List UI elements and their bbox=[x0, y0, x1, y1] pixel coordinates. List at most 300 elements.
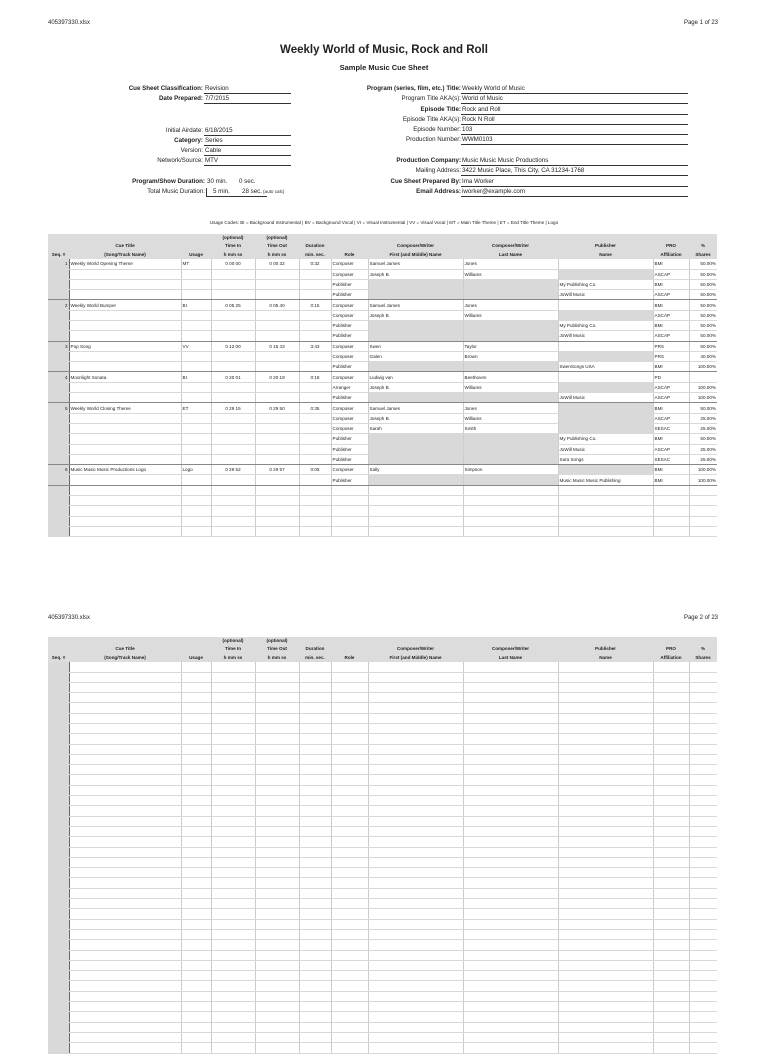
cell-pro[interactable]: BMI bbox=[653, 259, 689, 269]
empty-cell[interactable] bbox=[211, 960, 255, 970]
cell-title[interactable] bbox=[69, 382, 181, 392]
empty-cell[interactable] bbox=[255, 775, 299, 785]
empty-cell[interactable] bbox=[331, 744, 368, 754]
empty-cell[interactable] bbox=[653, 971, 689, 981]
empty-cell[interactable] bbox=[368, 703, 463, 713]
empty-cell[interactable] bbox=[255, 516, 299, 526]
cell-pro[interactable]: PRS bbox=[653, 351, 689, 361]
empty-cell[interactable] bbox=[181, 888, 211, 898]
empty-cell[interactable] bbox=[653, 754, 689, 764]
empty-cell[interactable] bbox=[181, 765, 211, 775]
empty-cell[interactable] bbox=[368, 837, 463, 847]
cell-first[interactable]: Samuel James bbox=[368, 403, 463, 413]
cell-pub[interactable] bbox=[558, 341, 653, 351]
cell-dur[interactable] bbox=[299, 475, 331, 485]
cell-tin[interactable] bbox=[211, 393, 255, 403]
cell-usage[interactable] bbox=[181, 413, 211, 423]
empty-cell[interactable] bbox=[331, 734, 368, 744]
cell-tin[interactable] bbox=[211, 423, 255, 433]
empty-cell[interactable] bbox=[653, 1002, 689, 1012]
cell-role[interactable]: Composer bbox=[331, 465, 368, 475]
info-value[interactable]: 3422 Music Place, This City, CA 31234-1768 bbox=[461, 167, 688, 176]
cell-dur[interactable] bbox=[299, 269, 331, 279]
empty-cell[interactable] bbox=[299, 703, 331, 713]
empty-cell[interactable] bbox=[299, 857, 331, 867]
empty-cell[interactable] bbox=[689, 806, 717, 816]
cell-pub[interactable] bbox=[558, 372, 653, 382]
empty-cell[interactable] bbox=[69, 682, 181, 692]
cell-title[interactable] bbox=[69, 454, 181, 464]
empty-cell[interactable] bbox=[211, 662, 255, 672]
cell-last[interactable]: Smith bbox=[463, 423, 558, 433]
empty-cell[interactable] bbox=[558, 1032, 653, 1042]
cell-tin[interactable] bbox=[211, 331, 255, 341]
empty-cell[interactable] bbox=[331, 1032, 368, 1042]
cell-role[interactable]: Composer bbox=[331, 351, 368, 361]
cell-tout[interactable]: 0 20 19 bbox=[255, 372, 299, 382]
cell-tin[interactable]: 0 12 00 bbox=[211, 341, 255, 351]
empty-cell[interactable] bbox=[689, 526, 717, 536]
empty-cell[interactable] bbox=[463, 909, 558, 919]
empty-cell[interactable] bbox=[211, 991, 255, 1001]
cell-usage[interactable] bbox=[181, 362, 211, 372]
empty-cell[interactable] bbox=[463, 847, 558, 857]
cell-pro[interactable]: ASCAP bbox=[653, 269, 689, 279]
cell-usage[interactable] bbox=[181, 310, 211, 320]
empty-cell[interactable] bbox=[689, 1043, 717, 1053]
empty-cell[interactable] bbox=[181, 693, 211, 703]
cell-usage[interactable]: Logo bbox=[181, 465, 211, 475]
empty-cell[interactable] bbox=[181, 744, 211, 754]
empty-cell[interactable] bbox=[368, 496, 463, 506]
cell-pro[interactable]: ASCAP bbox=[653, 310, 689, 320]
cell-title[interactable] bbox=[69, 269, 181, 279]
empty-cell[interactable] bbox=[255, 713, 299, 723]
empty-cell[interactable] bbox=[331, 950, 368, 960]
empty-cell[interactable] bbox=[689, 496, 717, 506]
cell-usage[interactable] bbox=[181, 423, 211, 433]
cell-title[interactable] bbox=[69, 393, 181, 403]
cell-title[interactable]: Weekly World Bumper bbox=[69, 300, 181, 310]
empty-cell[interactable] bbox=[689, 929, 717, 939]
empty-cell[interactable] bbox=[331, 693, 368, 703]
cell-usage[interactable] bbox=[181, 279, 211, 289]
cell-tout[interactable] bbox=[255, 444, 299, 454]
empty-cell[interactable] bbox=[331, 724, 368, 734]
empty-cell[interactable] bbox=[558, 662, 653, 672]
empty-cell[interactable] bbox=[558, 971, 653, 981]
cell-usage[interactable]: BI bbox=[181, 372, 211, 382]
info-value[interactable]: Weekly World of Music bbox=[461, 85, 688, 94]
cell-tout[interactable] bbox=[255, 434, 299, 444]
empty-cell[interactable] bbox=[299, 816, 331, 826]
empty-cell[interactable] bbox=[181, 1043, 211, 1053]
cell-tout[interactable] bbox=[255, 362, 299, 372]
cell-tout[interactable]: 0 00 32 bbox=[255, 259, 299, 269]
empty-cell[interactable] bbox=[653, 526, 689, 536]
empty-cell[interactable] bbox=[558, 950, 653, 960]
empty-cell[interactable] bbox=[368, 950, 463, 960]
empty-cell[interactable] bbox=[211, 703, 255, 713]
empty-cell[interactable] bbox=[211, 485, 255, 495]
cell-tout[interactable] bbox=[255, 351, 299, 361]
empty-cell[interactable] bbox=[463, 878, 558, 888]
cell-last[interactable]: Williams bbox=[463, 269, 558, 279]
empty-cell[interactable] bbox=[211, 1002, 255, 1012]
empty-cell[interactable] bbox=[558, 744, 653, 754]
cell-share[interactable]: 100.00% bbox=[689, 475, 717, 485]
cell-pro[interactable]: BMI bbox=[653, 279, 689, 289]
empty-cell[interactable] bbox=[653, 950, 689, 960]
empty-cell[interactable] bbox=[255, 526, 299, 536]
cell-role[interactable]: Composer bbox=[331, 300, 368, 310]
empty-cell[interactable] bbox=[463, 496, 558, 506]
cell-pro[interactable]: ASCAP bbox=[653, 413, 689, 423]
empty-cell[interactable] bbox=[211, 909, 255, 919]
cell-tin[interactable]: 0 20 01 bbox=[211, 372, 255, 382]
cell-pub[interactable] bbox=[558, 403, 653, 413]
cell-dur[interactable] bbox=[299, 413, 331, 423]
empty-cell[interactable] bbox=[368, 662, 463, 672]
cell-pro[interactable]: BMI bbox=[653, 465, 689, 475]
cell-tin[interactable] bbox=[211, 382, 255, 392]
empty-cell[interactable] bbox=[653, 888, 689, 898]
empty-cell[interactable] bbox=[463, 754, 558, 764]
empty-cell[interactable] bbox=[368, 785, 463, 795]
empty-cell[interactable] bbox=[299, 919, 331, 929]
empty-cell[interactable] bbox=[689, 682, 717, 692]
empty-cell[interactable] bbox=[653, 816, 689, 826]
empty-cell[interactable] bbox=[368, 826, 463, 836]
empty-cell[interactable] bbox=[558, 485, 653, 495]
empty-cell[interactable] bbox=[653, 724, 689, 734]
cell-pub[interactable]: JoWill Music bbox=[558, 444, 653, 454]
cell-share[interactable] bbox=[689, 372, 717, 382]
cell-share[interactable]: 25.00% bbox=[689, 413, 717, 423]
empty-cell[interactable] bbox=[463, 816, 558, 826]
empty-cell[interactable] bbox=[558, 878, 653, 888]
empty-cell[interactable] bbox=[69, 868, 181, 878]
empty-cell[interactable] bbox=[69, 785, 181, 795]
empty-cell[interactable] bbox=[211, 765, 255, 775]
empty-cell[interactable] bbox=[689, 485, 717, 495]
empty-cell[interactable] bbox=[558, 734, 653, 744]
cell-first[interactable]: Sarah bbox=[368, 423, 463, 433]
empty-cell[interactable] bbox=[558, 754, 653, 764]
empty-cell[interactable] bbox=[299, 662, 331, 672]
empty-cell[interactable] bbox=[211, 888, 255, 898]
empty-cell[interactable] bbox=[368, 888, 463, 898]
empty-cell[interactable] bbox=[331, 785, 368, 795]
cell-role[interactable]: Composer bbox=[331, 310, 368, 320]
empty-cell[interactable] bbox=[211, 775, 255, 785]
empty-cell[interactable] bbox=[689, 909, 717, 919]
empty-cell[interactable] bbox=[211, 806, 255, 816]
cell-pub[interactable] bbox=[558, 382, 653, 392]
empty-cell[interactable] bbox=[331, 868, 368, 878]
empty-cell[interactable] bbox=[558, 672, 653, 682]
empty-cell[interactable] bbox=[331, 485, 368, 495]
empty-cell[interactable] bbox=[211, 1032, 255, 1042]
cell-role[interactable]: Composer bbox=[331, 372, 368, 382]
empty-cell[interactable] bbox=[69, 806, 181, 816]
empty-cell[interactable] bbox=[299, 888, 331, 898]
cell-usage[interactable] bbox=[181, 454, 211, 464]
empty-cell[interactable] bbox=[331, 806, 368, 816]
empty-cell[interactable] bbox=[368, 878, 463, 888]
empty-cell[interactable] bbox=[463, 662, 558, 672]
empty-cell[interactable] bbox=[653, 857, 689, 867]
info-value[interactable]: 7/7/2015 bbox=[204, 95, 291, 104]
cell-share[interactable]: 100.00% bbox=[689, 393, 717, 403]
empty-cell[interactable] bbox=[255, 765, 299, 775]
empty-cell[interactable] bbox=[368, 991, 463, 1001]
cell-role[interactable]: Publisher bbox=[331, 331, 368, 341]
empty-cell[interactable] bbox=[368, 857, 463, 867]
info-value[interactable]: Music Music Music Productions bbox=[461, 157, 688, 166]
empty-cell[interactable] bbox=[368, 796, 463, 806]
empty-cell[interactable] bbox=[69, 1043, 181, 1053]
empty-cell[interactable] bbox=[558, 796, 653, 806]
empty-cell[interactable] bbox=[299, 682, 331, 692]
empty-cell[interactable] bbox=[255, 485, 299, 495]
empty-cell[interactable] bbox=[299, 1002, 331, 1012]
cell-share[interactable]: 50.00% bbox=[689, 259, 717, 269]
empty-cell[interactable] bbox=[211, 796, 255, 806]
empty-cell[interactable] bbox=[211, 940, 255, 950]
empty-cell[interactable] bbox=[299, 775, 331, 785]
empty-cell[interactable] bbox=[181, 496, 211, 506]
empty-cell[interactable] bbox=[368, 693, 463, 703]
empty-cell[interactable] bbox=[69, 496, 181, 506]
cell-first[interactable]: Samuel James bbox=[368, 300, 463, 310]
cell-usage[interactable] bbox=[181, 382, 211, 392]
cell-title[interactable] bbox=[69, 423, 181, 433]
cell-role[interactable]: Publisher bbox=[331, 321, 368, 331]
cell-pro[interactable]: ASCAP bbox=[653, 382, 689, 392]
empty-cell[interactable] bbox=[69, 703, 181, 713]
cell-share[interactable]: 50.00% bbox=[689, 321, 717, 331]
empty-cell[interactable] bbox=[211, 754, 255, 764]
empty-cell[interactable] bbox=[653, 1043, 689, 1053]
cell-role[interactable]: Arranger bbox=[331, 382, 368, 392]
empty-cell[interactable] bbox=[181, 682, 211, 692]
empty-cell[interactable] bbox=[463, 703, 558, 713]
empty-cell[interactable] bbox=[299, 837, 331, 847]
cell-first[interactable] bbox=[368, 290, 463, 300]
cell-tout[interactable] bbox=[255, 269, 299, 279]
cell-first[interactable]: Joseph B. bbox=[368, 310, 463, 320]
empty-cell[interactable] bbox=[653, 847, 689, 857]
empty-cell[interactable] bbox=[463, 734, 558, 744]
cell-tin[interactable] bbox=[211, 321, 255, 331]
empty-cell[interactable] bbox=[653, 506, 689, 516]
empty-cell[interactable] bbox=[558, 775, 653, 785]
empty-cell[interactable] bbox=[463, 950, 558, 960]
empty-cell[interactable] bbox=[368, 868, 463, 878]
empty-cell[interactable] bbox=[255, 878, 299, 888]
empty-cell[interactable] bbox=[331, 991, 368, 1001]
cell-tout[interactable] bbox=[255, 475, 299, 485]
cell-last[interactable] bbox=[463, 393, 558, 403]
empty-cell[interactable] bbox=[689, 826, 717, 836]
cell-tin[interactable] bbox=[211, 454, 255, 464]
cell-tout[interactable]: 0 15 43 bbox=[255, 341, 299, 351]
empty-cell[interactable] bbox=[69, 485, 181, 495]
empty-cell[interactable] bbox=[331, 662, 368, 672]
empty-cell[interactable] bbox=[463, 785, 558, 795]
empty-cell[interactable] bbox=[558, 847, 653, 857]
empty-cell[interactable] bbox=[368, 485, 463, 495]
empty-cell[interactable] bbox=[299, 909, 331, 919]
empty-cell[interactable] bbox=[255, 796, 299, 806]
cell-pub[interactable]: Sara Songs bbox=[558, 454, 653, 464]
empty-cell[interactable] bbox=[299, 485, 331, 495]
empty-cell[interactable] bbox=[181, 1012, 211, 1022]
empty-cell[interactable] bbox=[299, 765, 331, 775]
cell-pro[interactable]: PD bbox=[653, 372, 689, 382]
empty-cell[interactable] bbox=[368, 1032, 463, 1042]
cell-dur[interactable] bbox=[299, 290, 331, 300]
empty-cell[interactable] bbox=[368, 672, 463, 682]
empty-cell[interactable] bbox=[299, 693, 331, 703]
cell-dur[interactable] bbox=[299, 331, 331, 341]
empty-cell[interactable] bbox=[368, 909, 463, 919]
empty-cell[interactable] bbox=[69, 754, 181, 764]
empty-cell[interactable] bbox=[181, 1032, 211, 1042]
empty-cell[interactable] bbox=[463, 1002, 558, 1012]
empty-cell[interactable] bbox=[331, 826, 368, 836]
info-value[interactable]: Rock N Roll bbox=[461, 116, 688, 125]
cell-share[interactable]: 50.00% bbox=[689, 403, 717, 413]
empty-cell[interactable] bbox=[69, 744, 181, 754]
cell-share[interactable]: 50.00% bbox=[689, 269, 717, 279]
empty-cell[interactable] bbox=[689, 796, 717, 806]
empty-cell[interactable] bbox=[299, 981, 331, 991]
cell-tin[interactable] bbox=[211, 269, 255, 279]
empty-cell[interactable] bbox=[558, 919, 653, 929]
empty-cell[interactable] bbox=[689, 847, 717, 857]
cell-share[interactable]: 50.00% bbox=[689, 310, 717, 320]
cell-usage[interactable] bbox=[181, 393, 211, 403]
empty-cell[interactable] bbox=[331, 703, 368, 713]
cell-title[interactable] bbox=[69, 413, 181, 423]
empty-cell[interactable] bbox=[181, 796, 211, 806]
cell-share[interactable]: 100.00% bbox=[689, 465, 717, 475]
empty-cell[interactable] bbox=[331, 516, 368, 526]
empty-cell[interactable] bbox=[689, 816, 717, 826]
empty-cell[interactable] bbox=[211, 1012, 255, 1022]
empty-cell[interactable] bbox=[211, 496, 255, 506]
empty-cell[interactable] bbox=[299, 496, 331, 506]
empty-cell[interactable] bbox=[331, 929, 368, 939]
empty-cell[interactable] bbox=[211, 816, 255, 826]
cell-usage[interactable] bbox=[181, 475, 211, 485]
cell-usage[interactable]: BI bbox=[181, 300, 211, 310]
empty-cell[interactable] bbox=[558, 837, 653, 847]
cell-title[interactable]: Weekly World Closing Theme bbox=[69, 403, 181, 413]
cell-first[interactable] bbox=[368, 331, 463, 341]
empty-cell[interactable] bbox=[463, 506, 558, 516]
empty-cell[interactable] bbox=[181, 899, 211, 909]
cell-role[interactable]: Composer bbox=[331, 341, 368, 351]
empty-cell[interactable] bbox=[689, 899, 717, 909]
cell-last[interactable] bbox=[463, 434, 558, 444]
empty-cell[interactable] bbox=[69, 878, 181, 888]
empty-cell[interactable] bbox=[689, 991, 717, 1001]
empty-cell[interactable] bbox=[331, 765, 368, 775]
cell-share[interactable]: 25.00% bbox=[689, 454, 717, 464]
cell-dur[interactable]: 0:18 bbox=[299, 372, 331, 382]
cell-last[interactable]: Taylor bbox=[463, 341, 558, 351]
empty-cell[interactable] bbox=[299, 868, 331, 878]
cell-usage[interactable] bbox=[181, 331, 211, 341]
empty-cell[interactable] bbox=[463, 899, 558, 909]
cell-title[interactable] bbox=[69, 444, 181, 454]
empty-cell[interactable] bbox=[299, 516, 331, 526]
empty-cell[interactable] bbox=[181, 826, 211, 836]
empty-cell[interactable] bbox=[181, 1002, 211, 1012]
cell-title[interactable]: Pop Song bbox=[69, 341, 181, 351]
empty-cell[interactable] bbox=[558, 713, 653, 723]
empty-cell[interactable] bbox=[181, 816, 211, 826]
empty-cell[interactable] bbox=[299, 899, 331, 909]
cell-pub[interactable] bbox=[558, 259, 653, 269]
info-value[interactable]: 6/18/2015 bbox=[204, 127, 291, 136]
empty-cell[interactable] bbox=[653, 919, 689, 929]
cell-role[interactable]: Composer bbox=[331, 269, 368, 279]
empty-cell[interactable] bbox=[181, 506, 211, 516]
empty-cell[interactable] bbox=[463, 713, 558, 723]
empty-cell[interactable] bbox=[689, 868, 717, 878]
cell-tin[interactable]: 0 05 25 bbox=[211, 300, 255, 310]
empty-cell[interactable] bbox=[211, 744, 255, 754]
empty-cell[interactable] bbox=[558, 806, 653, 816]
empty-cell[interactable] bbox=[211, 785, 255, 795]
empty-cell[interactable] bbox=[463, 981, 558, 991]
empty-cell[interactable] bbox=[255, 1043, 299, 1053]
empty-cell[interactable] bbox=[69, 991, 181, 1001]
empty-cell[interactable] bbox=[368, 960, 463, 970]
empty-cell[interactable] bbox=[255, 888, 299, 898]
empty-cell[interactable] bbox=[653, 496, 689, 506]
empty-cell[interactable] bbox=[255, 693, 299, 703]
empty-cell[interactable] bbox=[211, 878, 255, 888]
cell-dur[interactable]: 0:15 bbox=[299, 300, 331, 310]
empty-cell[interactable] bbox=[181, 857, 211, 867]
cell-role[interactable]: Composer bbox=[331, 259, 368, 269]
cell-pro[interactable]: SESAC bbox=[653, 423, 689, 433]
empty-cell[interactable] bbox=[299, 713, 331, 723]
empty-cell[interactable] bbox=[255, 909, 299, 919]
empty-cell[interactable] bbox=[181, 991, 211, 1001]
cell-first[interactable] bbox=[368, 321, 463, 331]
empty-cell[interactable] bbox=[69, 1032, 181, 1042]
cell-first[interactable]: Joseph B. bbox=[368, 413, 463, 423]
empty-cell[interactable] bbox=[463, 693, 558, 703]
empty-cell[interactable] bbox=[255, 754, 299, 764]
empty-cell[interactable] bbox=[211, 506, 255, 516]
empty-cell[interactable] bbox=[558, 724, 653, 734]
cell-pub[interactable] bbox=[558, 465, 653, 475]
empty-cell[interactable] bbox=[331, 775, 368, 785]
cell-tout[interactable]: 0 05 40 bbox=[255, 300, 299, 310]
cell-role[interactable]: Composer bbox=[331, 423, 368, 433]
program-duration-min[interactable]: 30 min. bbox=[207, 178, 228, 185]
cell-pro[interactable]: PRS bbox=[653, 341, 689, 351]
empty-cell[interactable] bbox=[463, 826, 558, 836]
empty-cell[interactable] bbox=[211, 981, 255, 991]
